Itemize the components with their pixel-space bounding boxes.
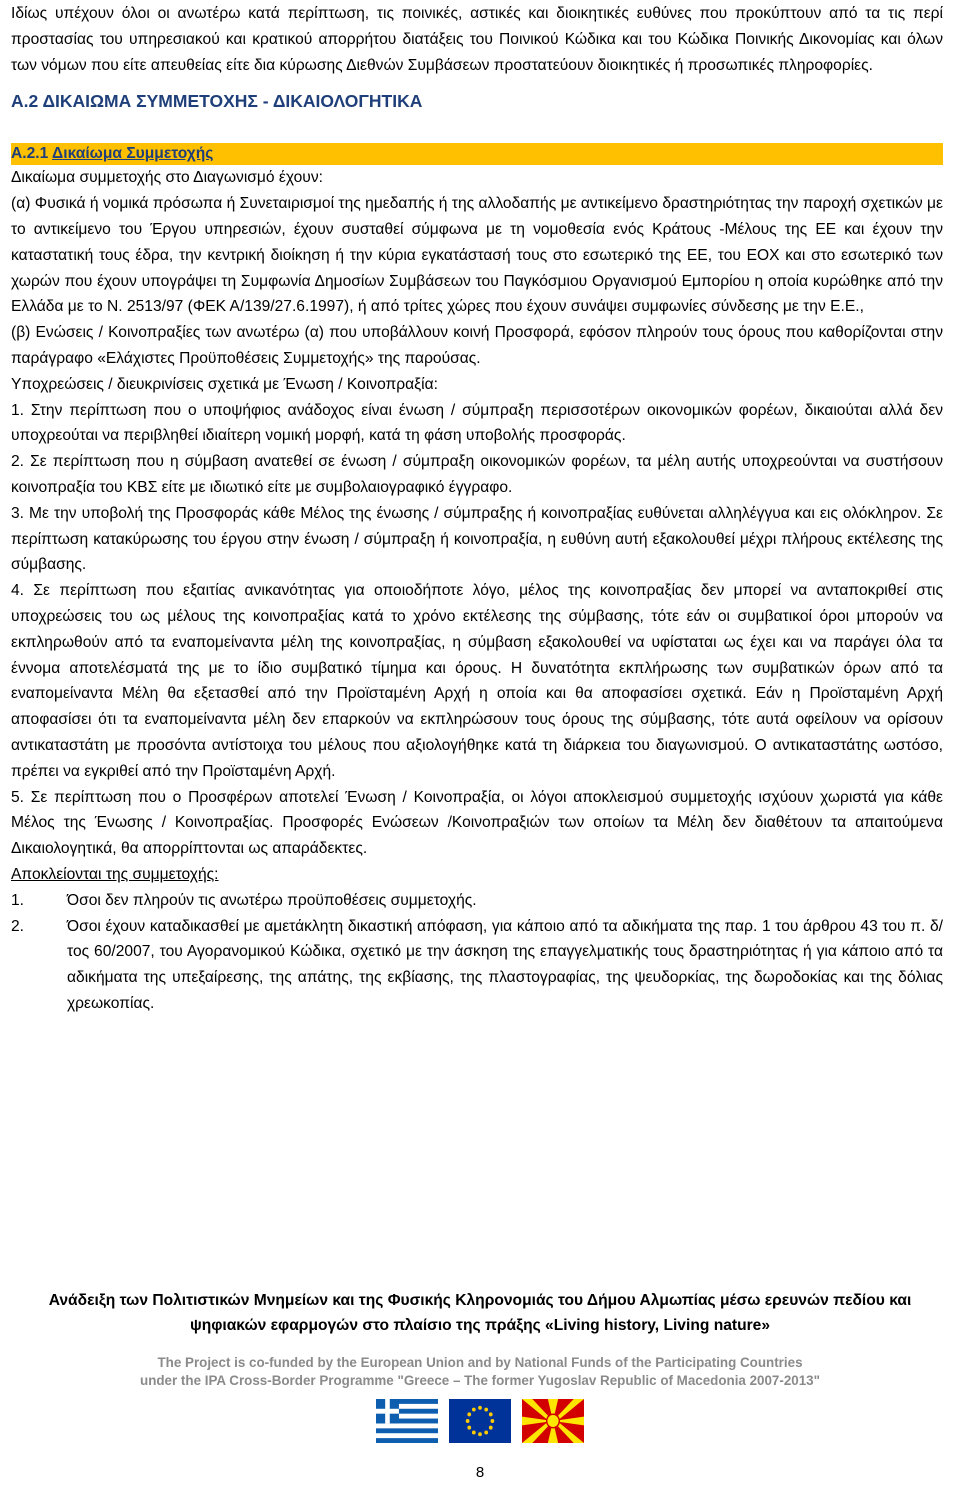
eu-star-icon [478,1432,482,1436]
macedonia-flag-icon [522,1399,584,1443]
project-title: Ανάδειξη των Πολιτιστικών Μνημείων και της Φυσικής Κληρονομιάς του Δήμου Αλμωπίας μέσω ερευνών πεδίου και ψηφιακών εφαρμογών στο πλαίσιο της πράξης «Living history, Living nature» [48,1292,912,1334]
paragraph-b: (β) Ενώσεις / Κοινοπραξίες των ανωτέρω (α) που υποβάλλουν κοινή Προσφορά, εφόσον πληρούν τους όρους που καθορίζονται στην παράγραφο «Ελάχιστες Προϋποθέσεις Συμμετοχής» της παρούσας. [11,324,943,367]
exclusion-number: 2. [11,917,25,935]
intro-paragraph: Ιδίως υπέχουν όλοι οι ανωτέρω κατά περίπτωση, τις ποινικές, αστικές και διοικητικές ευθύνες που προκύπτουν από τα τις περί προστασίας του υπηρεσιακού και κρατικού απορρήτου διατάξεις του Ποινικού Κώδικα και του Κώδικα Ποινικής Δικονομίας και όλων των νόμων που είτε απευθείας είτε δια κύρωσης Διεθνών Συμβάσεων προστατεύουν διοικητικές ή προσωπικές πληροφορίες. [11,5,943,74]
subsection-label: Δικαίωμα Συμμετοχής [52,145,214,163]
exclusion-number: 1. [11,891,25,909]
eu-star-icon [491,1419,495,1423]
exclusion-item [11,914,943,1017]
banner-line-2: under the IPA Cross-Border Programme "Greece – The former Yugoslav Republic of Macedonia 2007-2013" [140,1373,820,1388]
eu-star-icon [466,1419,470,1423]
exclusion-text: Όσοι δεν πληρούν τις ανωτέρω προϋποθέσεις συμμετοχής. [67,891,477,909]
cofunding-banner [130,1346,830,1450]
eu-star-icon [489,1412,493,1416]
exclusions-heading: Αποκλείονται της συμμετοχής: [11,865,219,883]
subsection-number: Α.2.1 [11,145,49,163]
exclusion-text: Όσοι έχουν καταδικασθεί με αμετάκλητη δικαστική απόφαση, για κάποιο από τα αδικήματα της παρ. 1 του άρθρου 43 του π. δ/τος 60/2007, του Αγορανομικού Κώδικα, σχετικό με την άσκηση της επαγγελματικής τους δραστηριότητας ή για κάποιο από τα αδικήματα της υπεξαίρεσης, της απάτης, της εκβίασης, της πλαστογραφίας, της ψευδορκίας, της δωροδοκίας και της δόλιας χρεωκοπίας. [67,917,943,1012]
obligation-item: 3. Με την υποβολή της Προσφοράς κάθε Μέλος της ένωσης / σύμπραξης ή κοινοπραξίας ευθύνεται αλληλέγγυα και εις ολόκληρον. Σε περίπτωση κατακύρωσης του έργου στην ένωση / σύμπραξη ή κοινοπραξία, η ευθύνη αυτή εξακολουθεί μέχρι πλήρους εκτέλεσης της σύμβασης. [11,504,943,574]
eu-star-icon [467,1412,471,1416]
obligation-item: 1. Στην περίπτωση που ο υποψήφιος ανάδοχος είναι ένωση / σύμπραξη περισσοτέρων οικονομικών φορέων, δικαιούται αλλά δεν υποχρεούται να περιβληθεί ιδιαίτερη νομική μορφή, κατά τη φάση υποβολής προσφοράς. [11,401,943,445]
eu-star-icon [472,1408,476,1412]
obligation-item: 4. Σε περίπτωση που εξαιτίας ανικανότητας για οποιοδήποτε λόγο, μέλος της κοινοπραξίας δεν μπορεί να ανταποκριθεί στις υποχρεώσεις του ως μέλους της κοινοπραξίας κατά το χρόνο εκτέλεσης της σύμβασης, τότε εάν οι συμβατικοί όροι μπορούν να εκπληρωθούν από τα εναπομείναντα μέλη της κοινοπραξίας, η σύμβαση εξακολουθεί να υφίσταται ως έχει και να παράγει όλα τα έννομα αποτελέσματά της με το ίδιο συμβατικό τίμημα και όρους. Η δυνατότητα εκπλήρωσης των συμβατικών όρων από τα εναπομείναντα Μέλη θα εξετασθεί από την Προϊσταμένη Αρχή η οποία και θα αποφασίσει σχετικά. Εάν η Προϊσταμένη Αρχή αποφασίσει ότι τα εναπομείναντα μέλη δεν επαρκούν να εκπληρώσουν τους όρους της σύμβασης, τότε αυτά οφείλουν να ορίσουν αντικαταστάτη με προσόντα αντίστοιχα του μέλους που αξιολογήθηκε κατά τη διάρκεια του διαγωνισμού. Ο αντικαταστάτης ωστόσο, πρέπει να εγκριθεί από την Προϊσταμένη Αρχή. [11,582,943,780]
obligations-heading: Υποχρεώσεις / διευκρινίσεις σχετικά με Ένωση / Κοινοπραξία: [11,375,438,393]
subsection-heading [11,143,943,165]
page-content [11,0,943,1017]
page-number: 8 [475,1464,485,1481]
eu-star-icon [478,1406,482,1410]
eu-star-icon [472,1430,476,1434]
banner-line-1: The Project is co-funded by the European Union and by National Funds of the Participating Countries [157,1355,803,1370]
eu-star-icon [489,1426,493,1430]
section-title: Α.2 ΔΙΚΑΙΩΜΑ ΣΥΜΜΕΤΟΧΗΣ - ΔΙΚΑΙΟΛΟΓΗΤΙΚΑ [11,91,423,112]
eu-star-icon [484,1408,488,1412]
obligation-item: 5. Σε περίπτωση που ο Προσφέρων αποτελεί Ένωση / Κοινοπραξία, οι λόγοι αποκλεισμού συμμετοχής ισχύουν χωριστά για κάθε Μέλος της Ένωσης / Κοινοπραξίας. Προσφορές Ενώσεων /Κοινοπραξιών των οποίων τα Μέλη δεν διαθέτουν τα απαιτούμενα Δικαιολογητικά, θα απορρίπτονται ως απαράδεκτες. [11,788,943,858]
eu-flag-icon [449,1399,511,1443]
exclusion-item [11,888,943,914]
eu-star-icon [484,1430,488,1434]
obligation-item: 2. Σε περίπτωση που η σύμβαση ανατεθεί σε ένωση / σύμπραξη οικονομικών φορέων, τα μέλη αυτής υποχρεούνται να συστήσουν κοινοπραξία του ΚΒΣ είτε με ιδιωτικό είτε με συμβολαιογραφικό έγγραφο. [11,453,943,496]
eu-star-icon [467,1426,471,1430]
greece-flag-icon [376,1399,438,1443]
paragraph-a: (α) Φυσικά ή νομικά πρόσωπα ή Συνεταιρισμοί της ημεδαπής ή της αλλοδαπής με αντικείμενο δραστηριότητας την παροχή σχετικών με το αντικείμενο του Έργου υπηρεσιών, έχουν συσταθεί σύμφωνα με τη νομοθεσία ενός Κράτους -Μέλους της ΕΕ και έχουν την καταστατική τους έδρα, την κεντρική διοίκηση ή την κύρια εγκατάστασή τους στο εσωτερικό της ΕΕ, του ΕΟΧ και στο εσωτερικό των χωρών που έχουν υπογράψει τη Συμφωνία Δημοσίων Συμβάσεων του Παγκόσμιου Οργανισμού Εμπορίου η οποία κυρώθηκε από την Ελλάδα με το Ν. 2513/97 (ΦΕΚ Α/139/27.6.1997), ή από τρίτες χώρες που έχουν συνάψει συμφωνίες σύνδεσης με την Ε.Ε., [11,195,943,316]
participation-intro: Δικαίωμα συμμετοχής στο Διαγωνισμό έχουν: [11,169,323,187]
